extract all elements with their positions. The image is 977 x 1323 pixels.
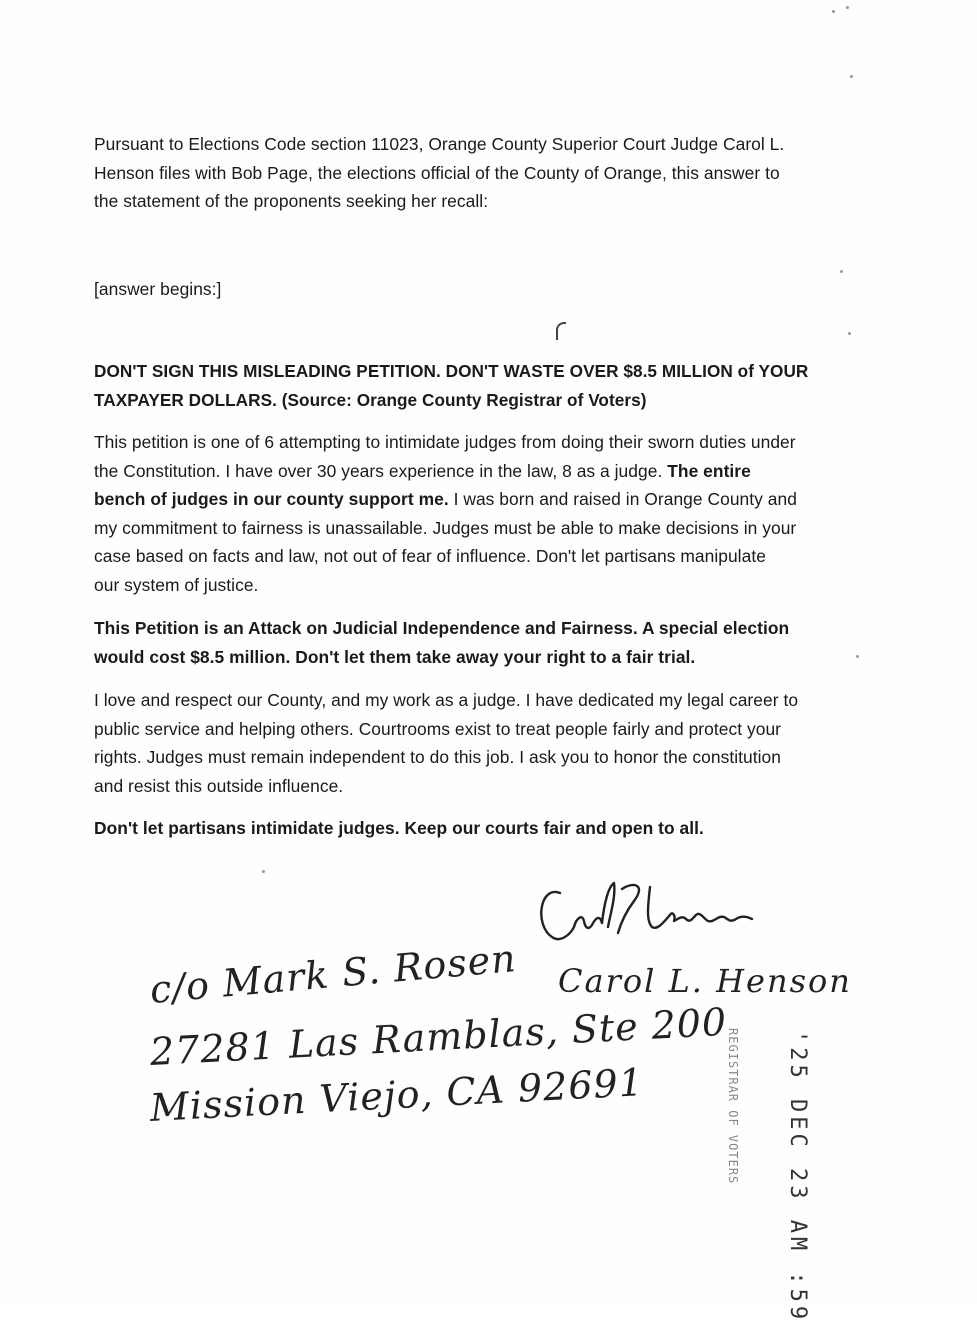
intro-line: the statement of the proponents seeking her recall: <box>94 191 489 211</box>
answer-marker: [answer begins:] <box>94 279 222 299</box>
intro-line: Henson files with Bob Page, the elections official of the County of Orange, this answer to <box>94 162 780 183</box>
body-line: This petition is one of 6 attempting to intimidate judges from doing their sworn duties under <box>94 432 796 452</box>
body-line <box>94 457 864 486</box>
address-line: c/o Mark S. Rosen <box>148 936 519 1012</box>
intro-paragraph <box>94 130 864 216</box>
body-line: would cost $8.5 million. Don't let them take away your right to a fair trial. <box>94 646 696 667</box>
body-line: case based on facts and law, not out of fear of influence. Don't let partisans manipulate <box>94 546 766 566</box>
body-text-bold: The entire <box>667 460 751 481</box>
body-paragraph-2 <box>94 614 864 671</box>
scan-speck <box>848 332 851 335</box>
pen-mark <box>556 322 566 340</box>
printed-name: Carol L. Henson <box>558 962 852 1000</box>
body-line: our system of justice. <box>94 574 259 595</box>
headline <box>94 357 864 414</box>
body-line <box>94 485 864 514</box>
body-line: rights. Judges must remain independent to do this job. I ask you to honor the constitution <box>94 747 782 767</box>
body-text: I was born and raised in Orange County and <box>448 489 797 509</box>
body-line: This Petition is an Attack on Judicial Independence and Fairness. A special election <box>94 618 790 638</box>
body-text-bold: bench of judges in our county support me. <box>94 489 449 509</box>
scan-speck <box>832 10 835 13</box>
scan-speck <box>850 75 853 78</box>
address-line: 27281 Las Ramblas, Ste 200 <box>148 999 729 1074</box>
headline-line: TAXPAYER DOLLARS. (Source: Orange County Registrar of Voters) <box>94 389 647 410</box>
body-line: I love and respect our County, and my work as a judge. I have dedicated my legal career to <box>94 690 799 710</box>
body-paragraph-1 <box>94 428 864 599</box>
body-line: and resist this outside influence. <box>94 775 344 796</box>
headline-line: DON'T SIGN THIS MISLEADING PETITION. DON'T WASTE OVER $8.5 MILLION of YOUR <box>94 361 809 381</box>
scan-speck <box>262 870 265 873</box>
body-line: public service and helping others. Courtrooms exist to treat people fairly and protect your <box>94 718 782 739</box>
scan-speck <box>856 655 859 658</box>
address-line: Mission Viejo, CA 92691 <box>148 1060 645 1130</box>
scan-speck <box>846 6 849 9</box>
body-line: my commitment to fairness is unassailable. Judges must be able to make decisions in your <box>94 517 797 538</box>
body-paragraph-3 <box>94 686 864 800</box>
intro-line: Pursuant to Elections Code section 11023, Orange County Superior Court Judge Carol L. <box>94 134 785 154</box>
closing-line: Don't let partisans intimidate judges. Keep our courts fair and open to all. <box>94 818 704 838</box>
signature <box>530 875 790 955</box>
scan-speck <box>840 270 843 273</box>
received-stamp-office: REGISTRAR OF VOTERS <box>726 1028 740 1185</box>
received-stamp-date: '25 DEC 23 AM :59 <box>785 1030 810 1323</box>
body-text: the Constitution. I have over 30 years experience in the law, 8 as a judge. <box>94 460 668 481</box>
